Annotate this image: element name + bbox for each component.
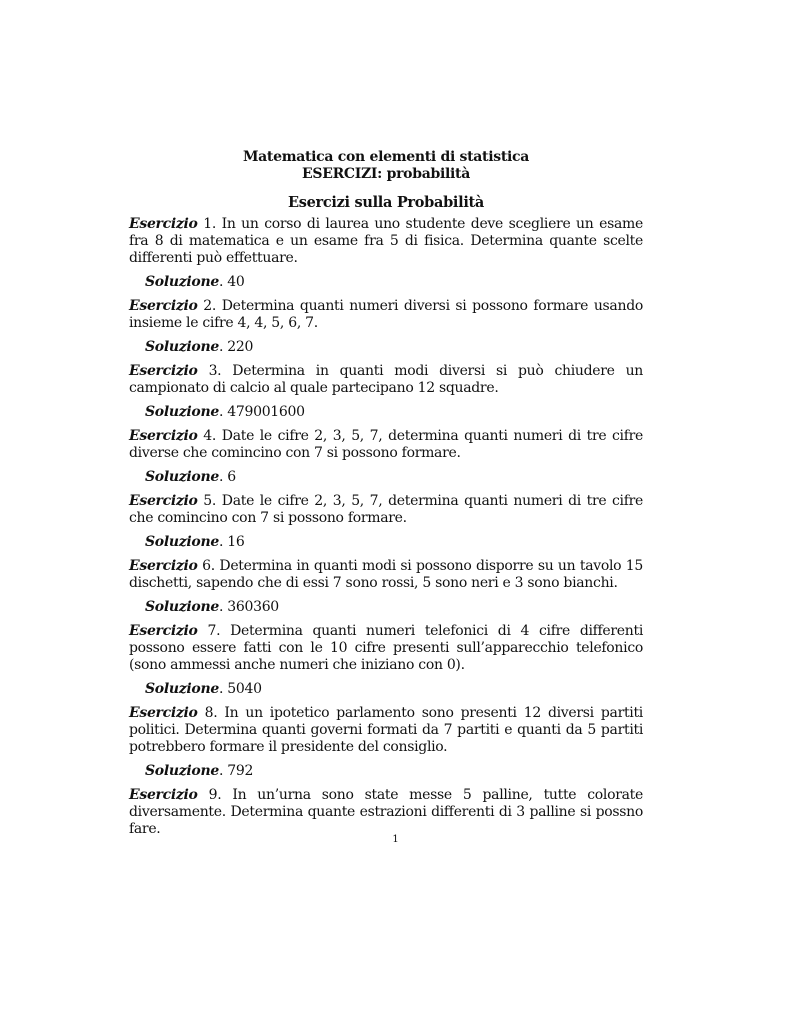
- solution-value: 479001600: [227, 404, 305, 420]
- exercise-text: Determina in quanti modi si possono disporre su un tavolo 15 dischetti, sapendo che di essi 7 sono rossi, 5 sono neri e 3 sono bianchi.: [129, 558, 644, 591]
- page-number: 1: [392, 834, 399, 845]
- exercise-label: Esercizio: [129, 216, 198, 232]
- document-header: [129, 149, 643, 183]
- section-title: Esercizi sulla Probabilità: [287, 194, 485, 211]
- solution-label: Soluzione: [145, 469, 219, 485]
- solution-label: Soluzione: [145, 763, 219, 779]
- exercise-item: [129, 363, 643, 397]
- exercise-item: [129, 623, 643, 674]
- document-subtitle: ESERCIZI: probabilità: [302, 166, 470, 182]
- exercise-label: Esercizio: [129, 705, 198, 721]
- exercise-text: In un corso di laurea uno studente deve scegliere un esame fra 8 di matematica e un esame fra 5 di fisica. Determina quante scelte differenti può effettuare.: [129, 216, 643, 266]
- exercise-text: Determina quanti numeri diversi si possono formare usando insieme le cifre 4, 4, 5, 6, 7.: [129, 298, 643, 331]
- solution-item: Soluzione. 16: [145, 534, 245, 550]
- exercise-text: Date le cifre 2, 3, 5, 7, determina quanti numeri di tre cifre che comincino con 7 si possono formare.: [129, 493, 643, 526]
- exercise-number: 1.: [203, 216, 216, 232]
- exercise-text: Determina quanti numeri telefonici di 4 cifre differenti possono essere fatti con le 10 cifre presenti sull’apparecchio telefonico (sono ammessi anche numeri che iniziano con 0).: [129, 623, 644, 673]
- exercise-item: [129, 298, 643, 332]
- exercise-label: Esercizio: [129, 623, 198, 639]
- exercise-number: 7.: [207, 623, 221, 639]
- exercise-list: [129, 216, 643, 838]
- exercise-item: [129, 787, 643, 838]
- exercise-text: Date le cifre 2, 3, 5, 7, determina quanti numeri di tre cifre diverse che comincino con 7 si possono formare.: [129, 428, 643, 461]
- solution-label: Soluzione: [145, 599, 219, 615]
- exercise-text: In un’urna sono state messe 5 palline, tutte colorate diversamente. Determina quante estrazioni differenti di 3 palline si possno fare.: [129, 787, 643, 837]
- solution-label: Soluzione: [145, 534, 219, 550]
- solution-item: Soluzione. 40: [145, 274, 245, 290]
- solution-item: Soluzione. 220: [145, 339, 254, 355]
- solution-value: 360360: [227, 599, 279, 615]
- exercise-number: 3.: [208, 363, 222, 379]
- solution-item: Soluzione. 5040: [145, 681, 262, 697]
- solution-value: 16: [227, 534, 245, 550]
- exercise-label: Esercizio: [129, 558, 198, 574]
- exercise-number: 8.: [204, 705, 218, 721]
- solution-label: Soluzione: [145, 339, 219, 355]
- exercise-number: 4.: [203, 428, 217, 444]
- exercise-label: Esercizio: [129, 787, 198, 803]
- solution-value: 792: [227, 763, 254, 779]
- exercise-label: Esercizio: [129, 363, 198, 379]
- exercise-label: Esercizio: [129, 298, 198, 314]
- exercise-label: Esercizio: [129, 428, 198, 444]
- exercise-number: 9.: [208, 787, 222, 803]
- exercise-label: Esercizio: [129, 493, 198, 509]
- exercise-text: Determina in quanti modi diversi si può chiudere un campionato di calcio al quale partecipano 12 squadre.: [129, 363, 644, 396]
- exercise-number: 6.: [202, 558, 215, 574]
- solution-value: 6: [227, 469, 236, 485]
- exercise-text: In un ipotetico parlamento sono presenti 12 diversi partiti politici. Determina quanti governi formati da 7 partiti e quanti da 5 partiti potrebbero formare il presidente del consiglio.: [129, 705, 643, 755]
- exercise-item: [129, 705, 643, 756]
- document-title: Matematica con elementi di statistica: [242, 149, 530, 165]
- exercise-number: 2.: [203, 298, 217, 314]
- solution-item: Soluzione. 6: [145, 469, 236, 485]
- solution-item: Soluzione. 792: [145, 763, 254, 779]
- exercise-item: [129, 493, 643, 527]
- exercise-item: [129, 428, 643, 462]
- solution-value: 220: [227, 339, 254, 355]
- solution-label: Soluzione: [145, 404, 219, 420]
- exercise-number: 5.: [203, 493, 217, 509]
- solution-label: Soluzione: [145, 274, 219, 290]
- solution-value: 40: [227, 274, 245, 290]
- solution-value: 5040: [227, 681, 262, 697]
- solution-item: Soluzione. 479001600: [145, 404, 305, 420]
- page-content: [129, 149, 643, 838]
- solution-label: Soluzione: [145, 681, 219, 697]
- solution-item: Soluzione. 360360: [145, 599, 279, 615]
- exercise-item: [129, 558, 643, 592]
- exercise-item: [129, 216, 643, 267]
